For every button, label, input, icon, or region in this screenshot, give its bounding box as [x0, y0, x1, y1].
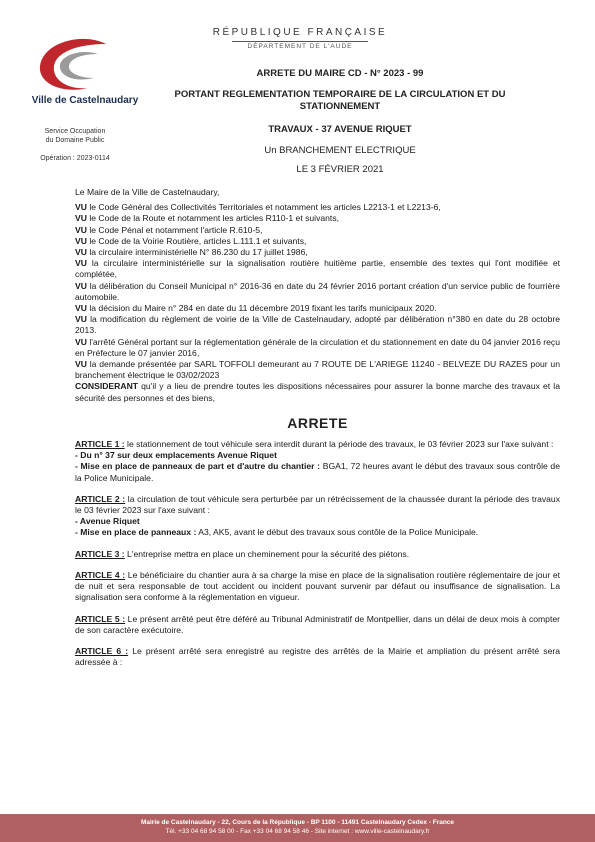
vu-item-text: le Code de la Voirie Routière, articles L.111.1 et suivants, [86, 235, 307, 246]
republic-heading: RÉPUBLIQUE FRANÇAISE [212, 27, 388, 38]
vu-item-lead: VU [75, 202, 87, 213]
vu-item-lead: VU [75, 258, 87, 269]
vu-item [75, 359, 560, 381]
works-location: TRAVAUX - 37 AVENUE RIQUET [268, 124, 412, 135]
vu-item-text: la modification du règlement de voirie de la Ville de Castelnaudary, adopté par délibération n°380 en date du 28 octobre 2013. [75, 314, 560, 336]
vu-item-lead: VU [75, 303, 87, 314]
article-6-text: Le présent arrêté sera enregistré au registre des arrêtés de la Mairie et ampliation du présent arrêté sera adressée à : [75, 645, 561, 668]
vu-item-text: la demande présentée par SARL TOFFOLI demeurant au 7 ROUTE DE L'ARIEGE 11240 - BELVEZE DU RAZES pour un branchement électrique le 03/02/2023 [75, 359, 560, 381]
article-2 [75, 494, 560, 516]
vu-item-text: la circulaire interministérielle sur la signalisation routière huitième partie, ensemble des textes qui l'ont modifiée et complétée, [75, 258, 560, 280]
vu-item-text: le Code Général des Collectivités Territoriales et notamment les articles L2213-1 et L2213-6, [86, 202, 441, 213]
vu-item-text: la délibération du Conseil Municipal n° 2016-36 en date du 24 février 2016 portant création d'un service public de fourrière automobile. [75, 280, 560, 302]
decree-subject-line1: PORTANT REGLEMENTATION TEMPORAIRE DE LA CIRCULATION ET DU [174, 89, 506, 100]
vu-item-text: la circulaire interministérielle N° 86.230 du 17 juillet 1986, [86, 247, 308, 258]
article-3 [75, 549, 560, 560]
city-name: Ville de Castelnaudary [31, 95, 139, 106]
article-2-bullet-2-text: A3, AK5, avant le début des travaux sous contôle de la Police Municipale. [196, 527, 479, 538]
vu-item-lead: CONSIDERANT [75, 381, 139, 392]
vu-item-text: le Code Pénal et notamment l'article R.610-5, [86, 224, 263, 235]
article-3-label: ARTICLE 3 : [75, 548, 125, 559]
vu-item [75, 236, 560, 247]
article-1 [75, 439, 560, 450]
decree-subject-line2: STATIONNEMENT [299, 101, 381, 112]
arrete-heading: ARRETE [287, 414, 348, 431]
vu-item [75, 314, 560, 336]
department-heading: DÉPARTEMENT DE L'AUDE [247, 43, 353, 50]
article-6-label: ARTICLE 6 : [75, 645, 129, 656]
vu-item [75, 225, 560, 236]
vu-item [75, 247, 560, 258]
vu-item [75, 381, 560, 403]
vu-item [75, 213, 560, 224]
vu-item-text: la décision du Maire n° 284 en date du 11 décembre 2019 fixant les tarifs municipaux 2020. [86, 303, 437, 314]
vu-item-lead: VU [75, 235, 87, 246]
article-5 [75, 614, 560, 636]
vu-item-text: l'arrêté Général portant sur la réglementation générale de la circulation et du stationnement en date du 04 janvier 2016 reçu en Préfecture le 07 janvier 2016, [75, 336, 560, 358]
article-1-bullet-2 [75, 461, 560, 483]
vu-item-lead: VU [75, 280, 87, 291]
footer-address: Mairie de Castelnaudary - 22, Cours de la République - BP 1100 - 11491 Castelnaudary Cedex - France [140, 819, 455, 826]
article-4 [75, 570, 560, 604]
decree-body [75, 187, 560, 668]
article-2-bullet-1: - Avenue Riquet [75, 516, 140, 527]
intro-text: Le Maire de la Ville de Castelnaudary, [75, 187, 220, 197]
republic-divider [232, 41, 368, 42]
vu-item [75, 281, 560, 303]
vu-list [75, 202, 560, 404]
works-type: Un BRANCHEMENT ELECTRIQUE [264, 145, 416, 156]
castelnaudary-logo-icon [28, 36, 118, 96]
article-4-text: Le bénéficiaire du chantier aura à sa charge la mise en place de la signalisation routière réglementaire de jour et de nuit et sera responsable de tout accident ou incident pouvant survenir par défaut ou insuffisance de signalisation. La signalisation sera conforme à la réglementation en vigueur. [75, 569, 561, 603]
vu-item [75, 202, 560, 213]
decree-number: ARRETE DU MAIRE CD - N° 2023 - 99 [256, 68, 424, 79]
article-2-bullet-2-lead: - Mise en place de panneaux : [75, 527, 197, 538]
article-1-bullet-1: - Du n° 37 sur deux emplacements Avenue Riquet [75, 450, 277, 461]
article-2-text: la circulation de tout véhicule sera perturbée par un rétrécissement de la chaussée durant la période des travaux le 03 février 2023 sur l'axe suivant : [75, 493, 560, 516]
vu-item-text: qu'il y a lieu de prendre toutes les dispositions nécessaires pour assurer la bonne marche des travaux et la sécurité des personnes et des biens, [75, 381, 560, 403]
service-line1: Service Occupation [44, 128, 106, 135]
article-1-bullet-2-lead: - Mise en place de panneaux de part et d'autre du chantier : [75, 461, 321, 472]
vu-item [75, 258, 560, 280]
vu-item-text: le Code de la Route et notamment les articles R110-1 et suivants, [86, 213, 340, 224]
works-date: LE 3 FÉVRIER 2021 [296, 164, 384, 175]
article-5-text: Le présent arrêté peut être déféré au Tribunal Administratif de Montpellier, dans un délai de deux mois à compter de son caractère exécutoire. [75, 613, 560, 635]
article-4-label: ARTICLE 4 : [75, 569, 126, 580]
operation-number: Opération : 2023-0114 [40, 155, 110, 162]
footer-contact: Tél. +33 04 68 94 58 00 - Fax +33 04 68 94 58 46 - Site internet : www.ville-castelnaudary.fr [165, 828, 430, 835]
vu-item-lead: VU [75, 247, 87, 258]
article-1-label: ARTICLE 1 : [75, 439, 125, 450]
vu-item-lead: VU [75, 336, 87, 347]
service-label [24, 127, 126, 145]
vu-item [75, 303, 560, 314]
article-3-text: L'entreprise mettra en place un cheminement pour la sécurité des piétons. [124, 548, 410, 559]
article-6 [75, 646, 560, 668]
vu-item-lead: VU [75, 314, 87, 325]
vu-item-lead: VU [75, 213, 87, 224]
vu-item-lead: VU [75, 224, 87, 235]
article-2-label: ARTICLE 2 : [75, 493, 126, 504]
service-line2: du Domaine Public [45, 137, 105, 144]
page-footer [0, 814, 595, 842]
article-1-bullet-2-text: BGA1, 72 heures avant le début des travaux sous contrôle de la Police Municipale. [75, 461, 560, 483]
vu-item-lead: VU [75, 359, 87, 370]
article-1-text: le stationnement de tout véhicule sera interdit durant la période des travaux, le 03 février 2023 sur l'axe suivant : [124, 439, 554, 450]
article-2-bullet-2 [75, 527, 560, 538]
article-5-label: ARTICLE 5 : [75, 613, 126, 624]
vu-item [75, 337, 560, 359]
